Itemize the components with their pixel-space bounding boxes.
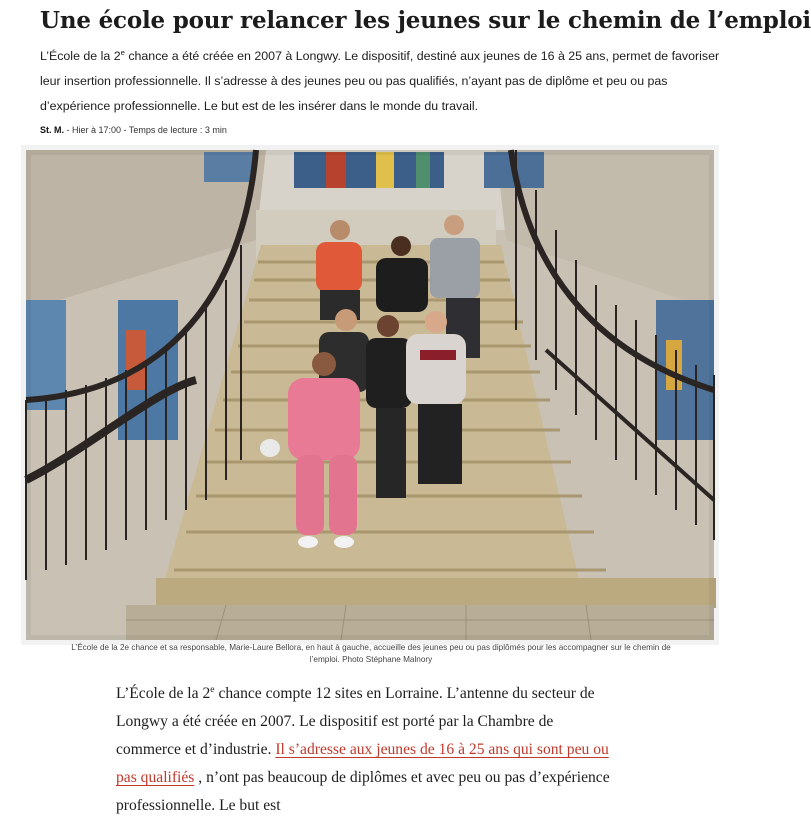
body-text-start: L’École de la 2	[116, 685, 211, 702]
reading-time: Temps de lecture : 3 min	[128, 125, 227, 135]
photo-staircase-group	[26, 150, 714, 640]
body-text-middle: chance compte 12 sites en Lorraine. L’antenne du secteur de Longwy a été créée en 2007. Le dispositif est porté par la Chambre de commerce et d’industrie.	[116, 685, 595, 758]
article-body-paragraph	[116, 680, 616, 820]
article-title: Une école pour relancer les jeunes sur le chemin de l’emploi	[40, 7, 811, 34]
body-superscript: e	[210, 683, 215, 695]
lead-superscript: e	[120, 47, 125, 57]
lead-text-start: L’École de la 2	[40, 49, 121, 63]
author-name[interactable]: St. M.	[40, 125, 64, 135]
highlighted-quote-link[interactable]: Il s’adresse aux jeunes de 16 à 25 ans qui sont peu ou pas qualifiés	[116, 741, 609, 786]
meta-separator: -	[121, 125, 129, 135]
article-meta	[40, 125, 227, 135]
photo-caption	[26, 642, 716, 666]
photo-caption-line2: l’emploi. Photo Stéphane Malnory	[309, 655, 433, 664]
article-lead	[40, 44, 720, 119]
photo-caption-line1: L’École de la 2e chance et sa responsable, Marie-Laure Bellora, en haut à gauche, accueille des jeunes peu ou pas diplômés pour les accompagner sur le chemin de	[71, 643, 671, 652]
body-text-end: , n’ont pas beaucoup de diplômes et avec peu ou pas d’expérience professionnelle. Le but est	[116, 769, 610, 814]
publish-date: Hier à 17:00	[72, 125, 122, 135]
article-photo[interactable]	[26, 150, 714, 640]
meta-separator: -	[64, 125, 72, 135]
lead-text-rest: chance a été créée en 2007 à Longwy. Le dispositif, destiné aux jeunes de 16 à 25 ans, permet de favoriser leur insertion professionnelle. Il s’adresse à des jeunes peu ou pas qualifiés, n’ayant pas de diplôme et peu ou pas d’expérience professionnelle. Le but est de les insérer dans le monde du travail.	[40, 49, 720, 113]
